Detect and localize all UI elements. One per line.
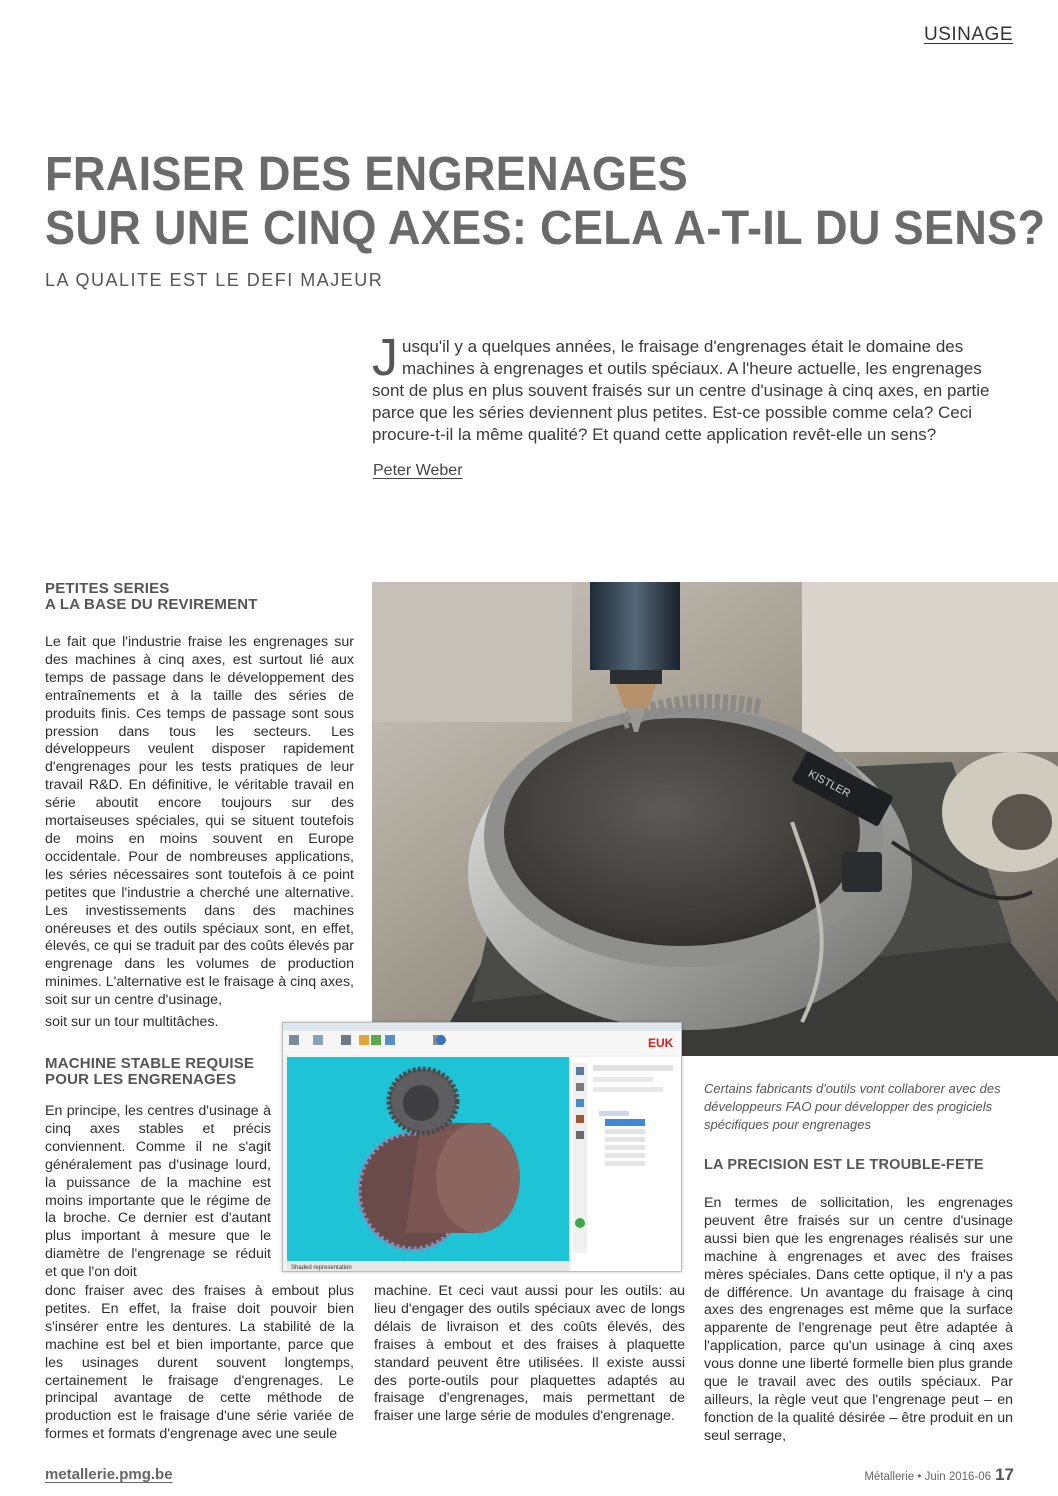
brand-logo: EUK — [648, 1036, 674, 1050]
footer-issue — [864, 1465, 1014, 1485]
photo-graphic — [372, 582, 1058, 1056]
title-line-1: FRAISER DES ENGRENAGES — [45, 148, 689, 201]
col1-paragraph-2: En principe, les centres d'usinage à cinq axes stables et précis conviennent. Comme il ne s'agit généralement pas d'usinage lourd, la puissance de la machine est moins importante que le régime de la broche. Ce dernier est d'autant plus important à mesure que le diamètre de l'engrenage se réduit et que l'on doit — [45, 1103, 271, 1281]
col1-paragraph-3: donc fraiser avec des fraises à embout plus petites. En effet, la fraise doit pouvoir bien s'insérer entre les dentures. La stabilité de la machine est bel et bien importante, parce que les usinages durent souvent longtemps, certainement le fraisage d'engrenages. Le principal avantage de cette méthode de production est le fraisage d'une série variée de formes et formats d'engrenage avec une seule — [45, 1283, 354, 1443]
status-text: Shaded representation — [291, 1265, 352, 1271]
heading-machine-stable — [45, 1056, 275, 1088]
heading-line: A LA BASE DU REVIREMENT — [45, 596, 258, 613]
col1-paragraph-1: Le fait que l'industrie fraise les engrenages sur des machines à cinq axes, est surtout lié aux temps de passage dans le développement des entraînements et à la taille des séries de produits finis. Ces temps de passage sont sous pression dans tous les secteurs. Les développeurs veulent disposer rapidement d'engrenages pour les tests pratiques de leur travail R&D. En définitive, le véritable travail en série aboutit encore toujours sur des mortaiseuses spéciales, qui se situent toutefois de moins en moins souvent en Europe occidentale. Pour de nombreuses applications, les séries nécessaires sont toutefois à ce point petites que l'industrie a cherché une alternative. Les investissements dans des machines onéreuses et des outils spéciaux sont, en effet, élevés, ce qui se traduit par des coûts élevés par engrenage dans les volumes de production minimes. L'alternative est le fraisage à cinq axes, soit sur un centre d'usinage, — [45, 634, 354, 1009]
article-title — [45, 148, 1046, 256]
lead-text: usqu'il y a quelques années, le fraisage d'engrenages était le domaine des machines à engrenages et outils spéciaux. A l'heure actuelle, les engrenages sont de plus en plus souvent fraisés sur un centre d'usinage à cinq axes, en partie parce que les séries deviennent plus petites. Est-ce possible comme cela? Ceci procure-t-il la même qualité? Et quand cette application revêt-elle un sens? — [372, 337, 990, 444]
lead-paragraph — [372, 329, 1012, 446]
title-line-2: SUR UNE CINQ AXES: CELA A-T-IL DU SENS? — [45, 202, 1046, 255]
col3-paragraph: En termes de sollicitation, les engrenages peuvent être fraisés sur un centre d'usinage aussi bien que les engrenages réalisés sur une machine à engrenages et avec des fraises mères spéciales. Dans cette optique, il n'y a pas de différence. Un avantage du fraisage à cinq axes des engrenages est même que la surface apparente de l'engrenage peut être adaptée à l'application, parce qu'un usinage à cinq axes vous donne une liberté formelle bien plus grande que le travail avec des outils spéciaux. Par ailleurs, la règle veut que l'engrenage peut – en fonction de la qualité désirée – être produit en un seul serrage, — [704, 1195, 1013, 1444]
issue-label: Métallerie • Juin 2016-06 — [864, 1471, 992, 1483]
col2-paragraph: machine. Et ceci vaut aussi pour les outils: au lieu d'engager des outils spéciaux avec de longs délais de livraison et des coûts élevés, des fraises à embout et des fraises à plaquette standard peuvent être utilisées. Il existe aussi des porte-outils pour plaquettes adaptés au fraisage d'engrenages, mais permettant de fraiser une large série de modules d'engrenage. — [374, 1283, 685, 1425]
heading-line: MACHINE STABLE REQUISE — [45, 1055, 255, 1072]
drop-cap: J — [372, 329, 398, 387]
section-tag: USINAGE — [923, 24, 1013, 45]
author-byline: Peter Weber — [373, 462, 463, 479]
screenshot-graphic — [283, 1023, 681, 1271]
article-subtitle: LA QUALITE EST LE DEFI MAJEUR — [45, 270, 384, 290]
sensor-label: KISTLER — [806, 767, 853, 801]
heading-petites-series — [45, 581, 365, 613]
col1-paragraph-1-end: soit sur un tour multitâches. — [45, 1014, 219, 1030]
photo-caption: Certains fabricants d'outils vont collaborer avec des développeurs FAO pour développer des progiciels spécifiques pour engrenages — [704, 1081, 1001, 1132]
gear-machining-photo — [372, 582, 1058, 1056]
cam-software-screenshot — [282, 1022, 682, 1272]
page-number: 17 — [995, 1465, 1014, 1484]
footer-website: metallerie.pmg.be — [45, 1466, 173, 1483]
heading-line: PETITES SERIES — [45, 580, 170, 597]
heading-line: POUR LES ENGRENAGES — [45, 1071, 237, 1088]
heading-precision: LA PRECISION EST LE TROUBLE-FETE — [704, 1157, 984, 1173]
